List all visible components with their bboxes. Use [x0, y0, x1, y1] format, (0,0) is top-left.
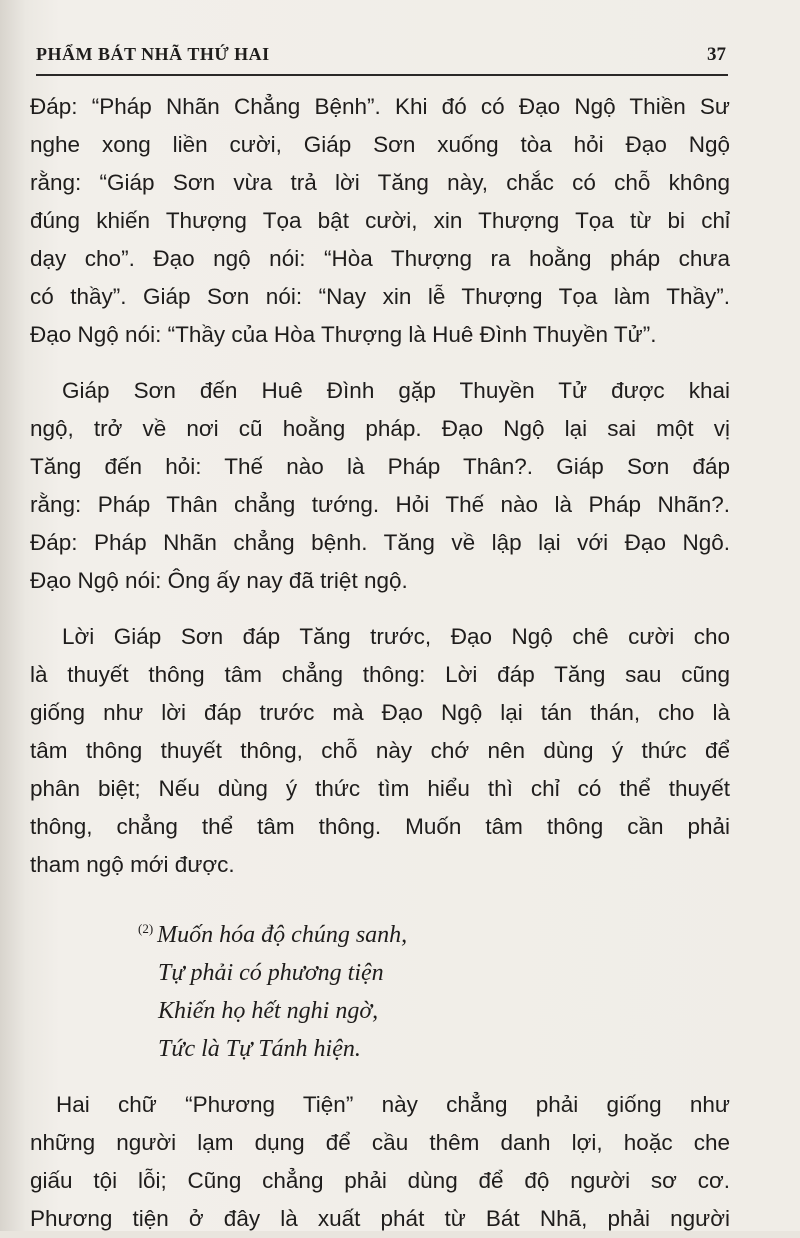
- text-line: Hai chữ “Phương Tiện” này chẳng phải giống như: [56, 1092, 730, 1117]
- chapter-title: PHẨM BÁT NHÃ THỨ HAI: [36, 44, 270, 64]
- text-line: phân biệt; Nếu dùng ý thức tìm hiểu thì chỉ có thể thuyết: [30, 776, 730, 801]
- verse-block: [138, 910, 730, 1068]
- footnote-marker: (2): [138, 921, 154, 936]
- text-line: nghe xong liền cười, Giáp Sơn xuống tòa hỏi Đạo Ngộ: [30, 132, 730, 157]
- text-line: giấu tội lỗi; Cũng chẳng phải dùng để độ người sơ cơ.: [30, 1168, 730, 1193]
- text-line: Đáp: Pháp Nhãn chẳng bệnh. Tăng về lập lại với Đạo Ngô.: [30, 530, 730, 555]
- paragraph-4: [30, 1086, 730, 1238]
- text-line: Lời Giáp Sơn đáp Tăng trước, Đạo Ngộ chê cười cho: [62, 624, 730, 649]
- text-line: có thầy”. Giáp Sơn nói: “Nay xin lễ Thượng Tọa làm Thầy”.: [30, 284, 730, 309]
- paragraph-2: [30, 372, 730, 600]
- paragraph-3: [30, 618, 730, 884]
- text-line: tham ngộ mới được.: [30, 852, 235, 877]
- text-line: là thuyết thông tâm chẳng thông: Lời đáp Tăng sau cũng: [30, 662, 730, 687]
- text-line: đúng khiến Thượng Tọa bật cười, xin Thượng Tọa từ bi chỉ: [30, 208, 730, 233]
- paragraph-1: [30, 88, 730, 354]
- text-line: Phương tiện ở đây là xuất phát từ Bát Nhã, phải người: [30, 1206, 730, 1231]
- verse-line: Tự phải có phương tiện: [158, 960, 384, 986]
- text-line: ngộ, trở về nơi cũ hoằng pháp. Đạo Ngộ lại sai một vị: [30, 416, 730, 441]
- text-line: giống như lời đáp trước mà Đạo Ngộ lại tán thán, cho là: [30, 700, 730, 725]
- text-line: Đáp: “Pháp Nhãn Chẳng Bệnh”. Khi đó có Đạo Ngộ Thiền Sư: [30, 94, 730, 119]
- page-number: 37: [707, 44, 726, 65]
- text-line: rằng: “Giáp Sơn vừa trả lời Tăng này, chắc có chỗ không: [30, 170, 730, 195]
- text-line: dạy cho”. Đạo ngộ nói: “Hòa Thượng ra hoằng pháp chưa: [30, 246, 730, 271]
- text-line: những người lạm dụng để cầu thêm danh lợi, hoặc che: [30, 1130, 730, 1155]
- running-header: [36, 44, 728, 76]
- verse-line: Khiến họ hết nghi ngờ,: [158, 998, 379, 1024]
- text-line: Tăng đến hỏi: Thế nào là Pháp Thân?. Giáp Sơn đáp: [30, 454, 730, 479]
- text-line: Giáp Sơn đến Huê Đình gặp Thuyền Tử được khai: [62, 378, 730, 403]
- page-body: [30, 88, 730, 1238]
- verse-line: $^{(2)}$ Muốn hóa độ chúng sanh,: [138, 921, 408, 948]
- text-line: rằng: Pháp Thân chẳng tướng. Hỏi Thế nào là Pháp Nhãn?.: [30, 492, 730, 517]
- verse-line: Tức là Tự Tánh hiện.: [158, 1036, 361, 1062]
- text-line: Đạo Ngộ nói: Ông ấy nay đã triệt ngộ.: [30, 568, 408, 593]
- text-line: tâm thông thuyết thông, chỗ này chớ nên dùng ý thức để: [30, 738, 730, 763]
- text-line: Đạo Ngộ nói: “Thầy của Hòa Thượng là Huê Đình Thuyền Tử”.: [30, 322, 657, 347]
- text-line: thông, chẳng thể tâm thông. Muốn tâm thông cần phải: [30, 814, 730, 839]
